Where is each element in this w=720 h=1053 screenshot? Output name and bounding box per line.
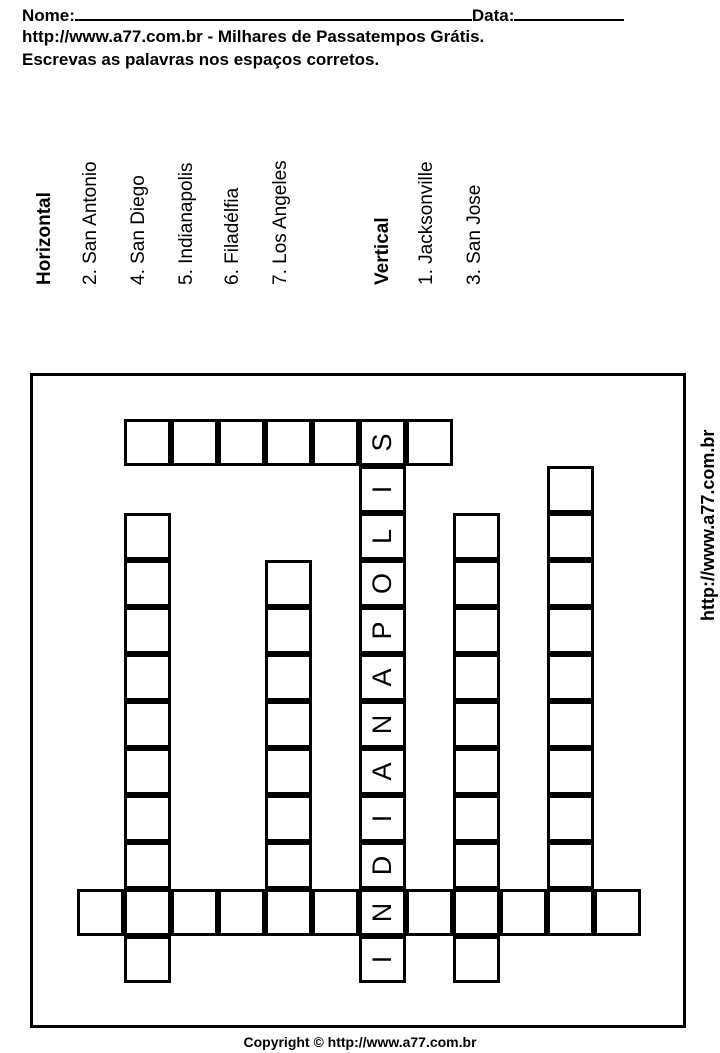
grid-cell[interactable] xyxy=(359,701,406,748)
grid-cell[interactable] xyxy=(406,419,453,466)
grid-cell[interactable] xyxy=(547,513,594,560)
cell-letter: I xyxy=(367,955,397,964)
grid-cell[interactable] xyxy=(124,889,171,936)
side-url: http://www.a77.com.br xyxy=(698,429,718,621)
grid-cell[interactable] xyxy=(359,748,406,795)
vertical-title: Vertical xyxy=(372,217,393,285)
grid-cell[interactable] xyxy=(312,889,359,936)
grid-cell[interactable] xyxy=(594,889,641,936)
grid-cell[interactable] xyxy=(171,889,218,936)
grid-cell[interactable] xyxy=(547,654,594,701)
grid-cell[interactable] xyxy=(359,889,406,936)
grid-cell[interactable] xyxy=(359,560,406,607)
grid-cell[interactable] xyxy=(265,607,312,654)
clue-vertical-1: 1. Jacksonville xyxy=(416,161,437,285)
grid-cell[interactable] xyxy=(453,889,500,936)
grid-cell[interactable] xyxy=(359,936,406,983)
grid-cell[interactable] xyxy=(218,419,265,466)
grid-cell[interactable] xyxy=(124,795,171,842)
grid-cell[interactable] xyxy=(453,842,500,889)
grid-cell[interactable] xyxy=(453,748,500,795)
grid-cell[interactable] xyxy=(547,889,594,936)
grid-cell[interactable] xyxy=(124,654,171,701)
grid-cell[interactable] xyxy=(359,513,406,560)
grid-cell[interactable] xyxy=(124,607,171,654)
grid-cell[interactable] xyxy=(453,560,500,607)
cell-letter: I xyxy=(367,485,397,494)
grid-cell[interactable] xyxy=(453,513,500,560)
cell-letter: D xyxy=(367,855,397,876)
grid-cell[interactable] xyxy=(77,889,124,936)
grid-cell[interactable] xyxy=(453,701,500,748)
clue-horizontal-4: 4. San Diego xyxy=(128,175,149,285)
grid-cell[interactable] xyxy=(265,842,312,889)
copyright: Copyright © http://www.a77.com.br xyxy=(243,1034,477,1050)
grid-cell[interactable] xyxy=(547,560,594,607)
cell-letter: A xyxy=(367,668,397,687)
grid-cell[interactable] xyxy=(453,654,500,701)
grid-cell[interactable] xyxy=(124,842,171,889)
clue-vertical-3: 3. San Jose xyxy=(464,184,485,285)
clue-horizontal-6: 6. Filadélfia xyxy=(222,187,243,285)
grid-cell[interactable] xyxy=(359,795,406,842)
grid-cell[interactable] xyxy=(265,795,312,842)
grid-cell[interactable] xyxy=(265,560,312,607)
clue-horizontal-5: 5. Indianapolis xyxy=(176,162,197,285)
grid-cell[interactable] xyxy=(218,889,265,936)
grid-cell[interactable] xyxy=(359,466,406,513)
grid-cell[interactable] xyxy=(124,936,171,983)
grid-cell[interactable] xyxy=(124,513,171,560)
grid-cell[interactable] xyxy=(265,889,312,936)
grid-cell[interactable] xyxy=(547,795,594,842)
grid-cell[interactable] xyxy=(547,748,594,795)
grid-cell[interactable] xyxy=(359,654,406,701)
grid-cell[interactable] xyxy=(500,889,547,936)
date-label: Data: xyxy=(471,6,515,25)
cell-letter: N xyxy=(367,714,397,735)
clue-horizontal-2: 2. San Antonio xyxy=(80,161,101,285)
grid-cell[interactable] xyxy=(453,607,500,654)
instruction-text: Escrevas as palavras nos espaços corretos. xyxy=(22,50,380,69)
name-label: Nome: xyxy=(22,6,75,25)
grid-cell[interactable] xyxy=(265,701,312,748)
clue-horizontal-7: 7. Los Angeles xyxy=(270,160,291,285)
grid-cell[interactable] xyxy=(124,748,171,795)
horizontal-title: Horizontal xyxy=(34,192,55,285)
cell-letter: L xyxy=(367,528,397,545)
grid-cell[interactable] xyxy=(171,419,218,466)
cell-letter: S xyxy=(367,433,397,452)
grid-cell[interactable] xyxy=(124,419,171,466)
grid-cell[interactable] xyxy=(265,748,312,795)
grid-cell[interactable] xyxy=(312,419,359,466)
grid-cell[interactable] xyxy=(265,419,312,466)
grid-cell[interactable] xyxy=(406,889,453,936)
site-line: http://www.a77.com.br - Milhares de Passatempos Grátis. xyxy=(22,27,485,46)
grid-cell[interactable] xyxy=(359,842,406,889)
grid-cell[interactable] xyxy=(359,419,406,466)
cell-letter: N xyxy=(367,902,397,923)
cell-letter: O xyxy=(367,573,397,595)
grid-cell[interactable] xyxy=(359,607,406,654)
grid-cell[interactable] xyxy=(547,607,594,654)
grid-cell[interactable] xyxy=(453,795,500,842)
grid-cell[interactable] xyxy=(547,466,594,513)
grid-cell[interactable] xyxy=(547,701,594,748)
grid-cell[interactable] xyxy=(453,936,500,983)
cell-letter: I xyxy=(367,814,397,823)
grid-cell[interactable] xyxy=(265,654,312,701)
cell-letter: A xyxy=(367,762,397,781)
grid-cell[interactable] xyxy=(547,842,594,889)
cell-letter: P xyxy=(367,621,397,640)
grid-cell[interactable] xyxy=(124,560,171,607)
grid-cell[interactable] xyxy=(124,701,171,748)
